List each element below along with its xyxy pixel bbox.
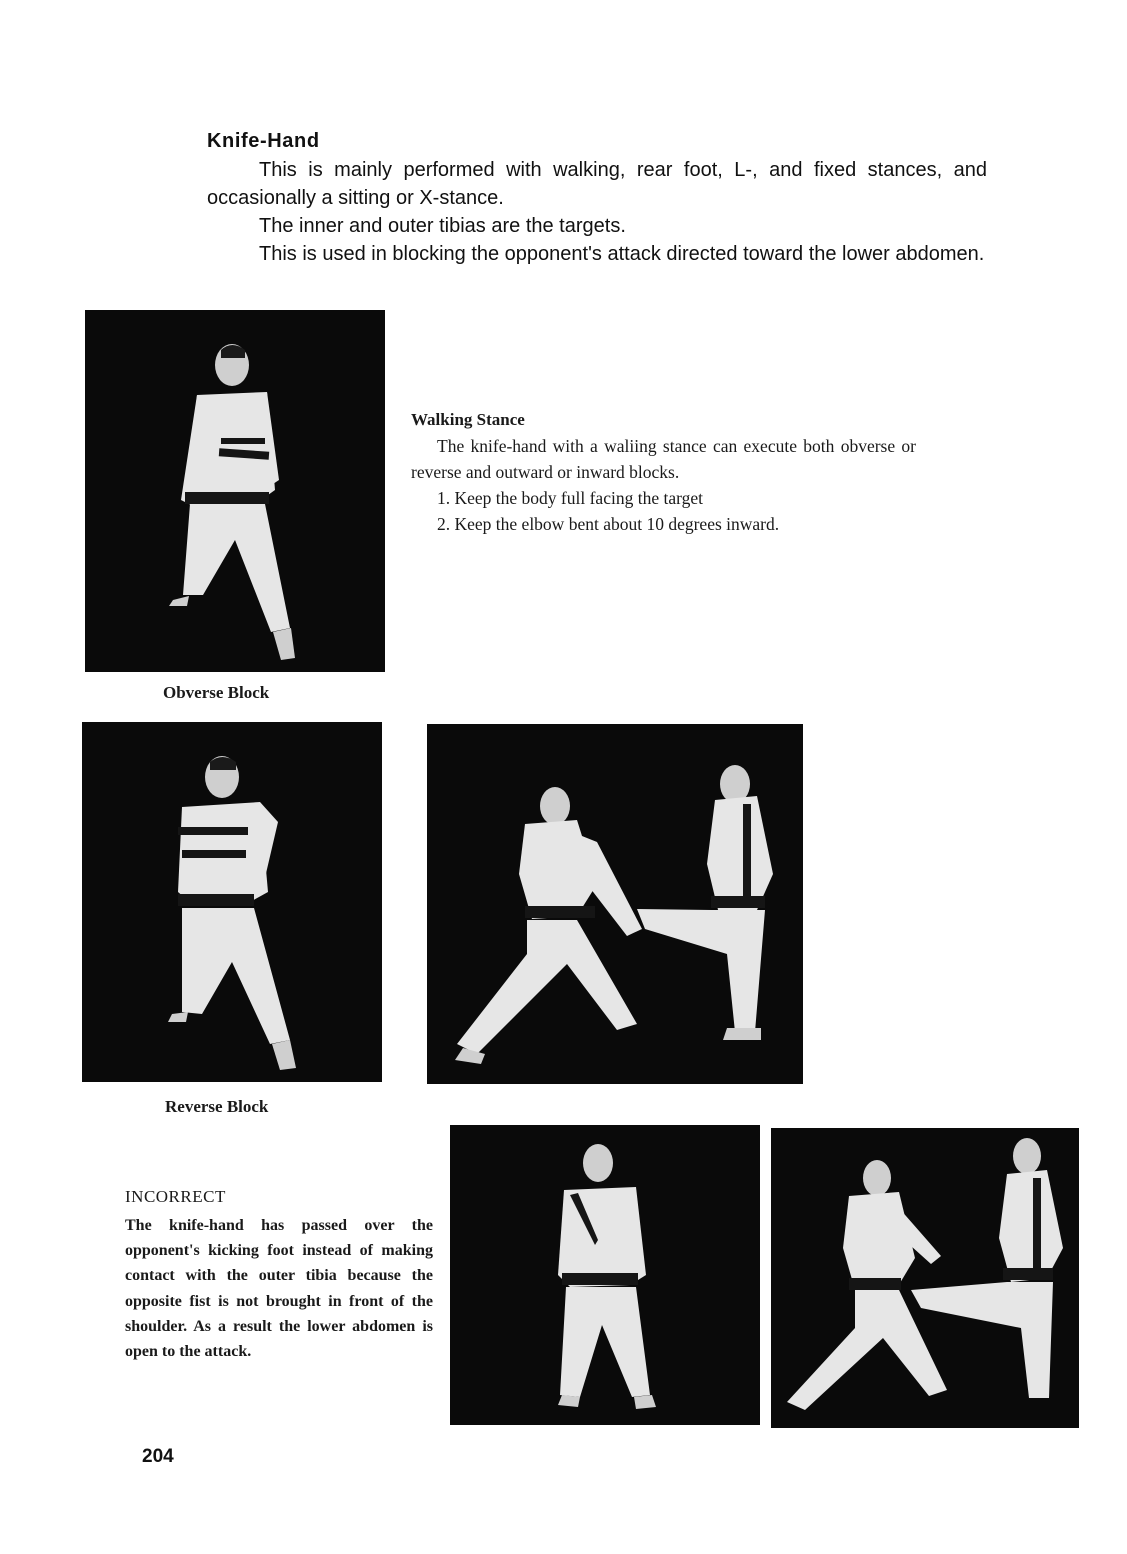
incorrect-heading: INCORRECT: [125, 1187, 226, 1206]
photo-incorrect-pair-figures: [771, 1128, 1079, 1428]
photo-incorrect-single: [450, 1125, 760, 1425]
page-number: 204: [142, 1446, 174, 1467]
caption-reverse-block: Reverse Block: [165, 1097, 269, 1116]
section-title: Knife-Hand: [207, 130, 320, 152]
intro-text: [207, 156, 987, 268]
walking-stance-heading: Walking Stance: [411, 410, 525, 429]
photo-incorrect-single-figure: [450, 1125, 760, 1425]
caption-obverse-block: Obverse Block: [163, 683, 270, 702]
photo-incorrect-pair: [771, 1128, 1079, 1428]
photo-reverse-figure: [82, 722, 382, 1082]
incorrect-note: [125, 1187, 433, 1364]
walking-stance-step-2: 2. Keep the elbow bent about 10 degrees inward.: [437, 514, 780, 534]
photo-obverse-figure: [85, 310, 385, 672]
walking-stance-step-1: 1. Keep the body full facing the target: [437, 488, 703, 508]
incorrect-body: The knife-hand has passed over the opponent's kicking foot instead of making contact with the outer tibia because the opposite fist is not brought in front of the shoulder. As a result the lower abdomen is open to the attack.: [125, 1217, 433, 1361]
photo-reverse-block: [82, 722, 382, 1082]
photo-walking-stance-demo-figures: [427, 724, 803, 1084]
intro-paragraph-1: This is mainly performed with walking, rear foot, L-, and fixed stances, and occasionally a sitting or X-stance.: [207, 159, 987, 209]
photo-obverse-block: [85, 310, 385, 672]
walking-stance-body: The knife-hand with a waliing stance can execute both obverse or reverse and outward or inward blocks.: [411, 436, 916, 482]
walking-stance-text: [411, 407, 916, 537]
intro-paragraph-3: This is used in blocking the opponent's attack directed toward the lower abdomen.: [259, 243, 985, 265]
photo-walking-stance-demo: [427, 724, 803, 1084]
intro-paragraph-2: The inner and outer tibias are the targets.: [259, 215, 626, 237]
